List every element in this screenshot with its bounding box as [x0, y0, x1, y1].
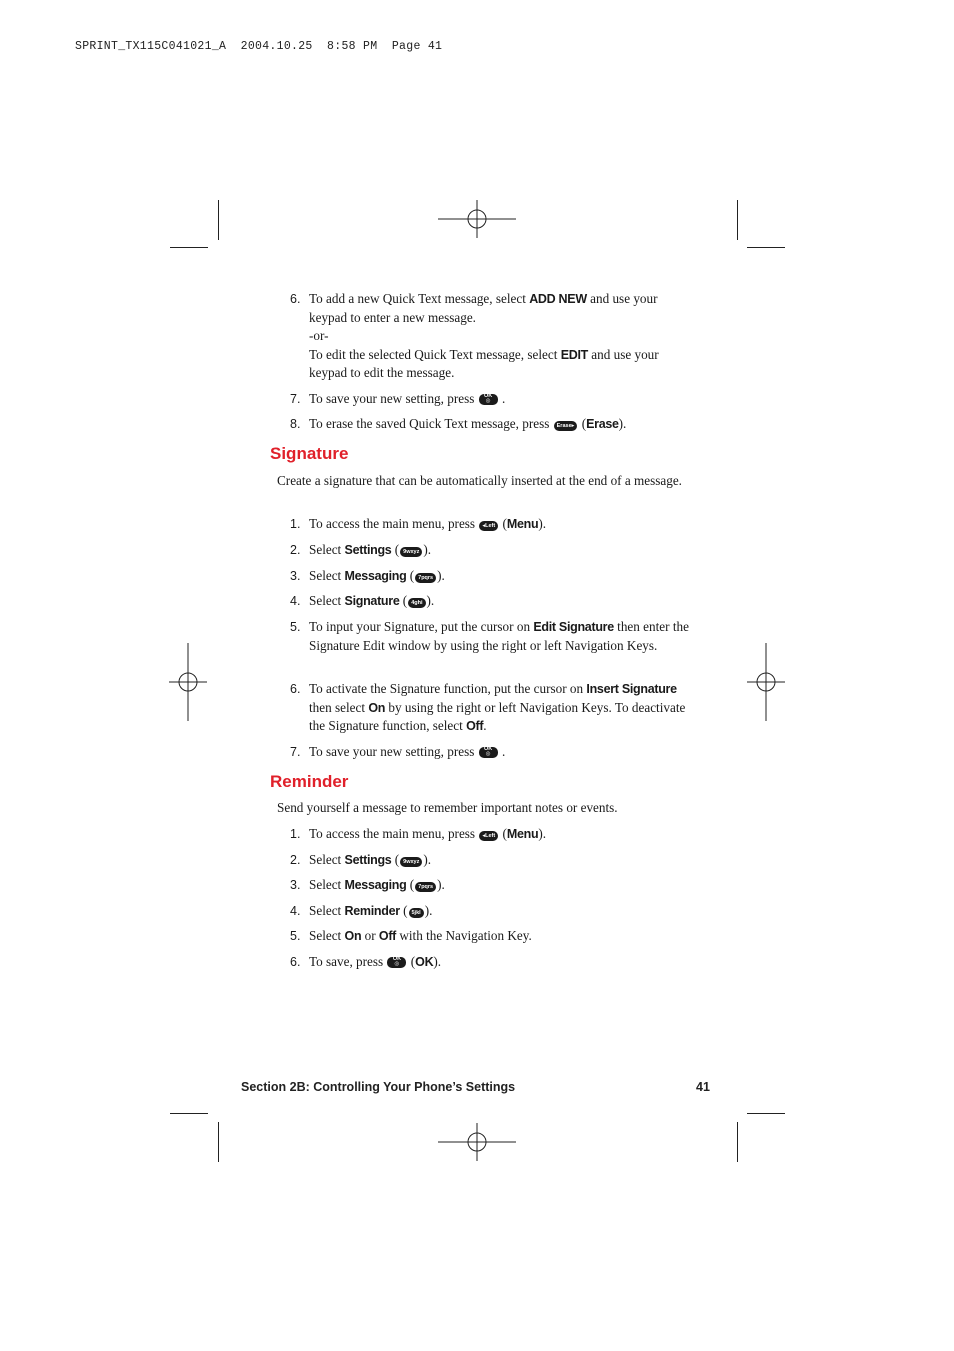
step-text: ).	[424, 903, 433, 918]
step-text: ).	[538, 516, 547, 531]
crop-mark	[218, 1122, 219, 1162]
quick-text-step-8	[290, 415, 690, 434]
step-text: ).	[423, 542, 432, 557]
on-label: On	[368, 700, 386, 715]
ok-key-icon: OK ◎	[479, 394, 498, 405]
step-text: and use your keypad to edit the message.	[309, 346, 659, 380]
signature-intro: Create a signature that can be automatically inserted at the end of a message.	[277, 473, 682, 488]
reminder-step-3	[290, 876, 690, 895]
step-text: To save, press	[309, 954, 384, 969]
ok-label: OK	[415, 955, 434, 969]
footer-section-title: Section 2B: Controlling Your Phone’s Settings	[241, 1080, 516, 1094]
step-number: 4.	[290, 594, 301, 608]
insert-signature-label: Insert Signature	[586, 682, 677, 696]
step-number: 8.	[290, 417, 301, 431]
step-number: 2.	[290, 543, 301, 557]
or-separator: -or-	[309, 328, 329, 343]
erase-label: Erase	[586, 417, 619, 431]
step-text: (	[406, 877, 415, 892]
step-text: To input your Signature, put the cursor on	[309, 619, 534, 634]
step-text: (	[391, 542, 400, 557]
reminder-intro: Send yourself a message to remember important notes or events.	[277, 800, 618, 815]
signature-step-1	[290, 515, 690, 534]
edit-label: EDIT	[560, 347, 588, 362]
step-text: (	[391, 852, 400, 867]
menu-key-icon: ◂Left	[479, 521, 498, 531]
step-number: 7.	[290, 745, 301, 759]
settings-label: Settings	[344, 853, 392, 867]
step-text: .	[483, 718, 487, 733]
key-7-icon: 7pqrs	[415, 573, 436, 583]
reminder-step-2	[290, 851, 690, 870]
quick-text-step-7	[290, 390, 690, 409]
quick-text-step-6	[290, 290, 690, 383]
step-text: Select	[309, 852, 345, 867]
step-text: Select	[309, 568, 345, 583]
crop-mark	[737, 200, 738, 240]
step-text: To access the main menu, press	[309, 826, 476, 841]
reminder-step-6	[290, 953, 690, 972]
registration-mark-icon	[438, 180, 516, 258]
step-text: To edit the selected Quick Text message, select	[309, 346, 561, 362]
page-number: 41	[696, 1080, 710, 1094]
menu-label: Menu	[506, 827, 539, 841]
key-9-icon: 9wxyz	[400, 547, 422, 557]
step-number: 1.	[290, 827, 301, 841]
registration-mark-icon	[149, 643, 227, 721]
step-text: .	[501, 744, 506, 759]
key-4-icon: 4ghi	[408, 598, 425, 608]
crop-mark	[170, 1113, 208, 1114]
step-number: 6.	[290, 955, 301, 969]
step-text: ).	[433, 954, 442, 969]
step-text: Select	[309, 542, 345, 557]
reminder-label: Reminder	[344, 904, 400, 918]
off-label: Off	[378, 929, 397, 943]
off-label: Off	[466, 719, 484, 733]
step-text: .	[501, 391, 506, 406]
step-number: 5.	[290, 929, 301, 943]
step-text: Select	[309, 593, 345, 608]
crop-mark	[170, 247, 208, 248]
step-number: 6.	[290, 682, 301, 696]
step-text: ).	[423, 852, 432, 867]
crop-mark	[218, 200, 219, 240]
menu-label: Menu	[506, 517, 539, 531]
step-text: Select	[309, 928, 345, 943]
signature-heading: Signature	[270, 444, 349, 463]
on-label: On	[344, 929, 362, 943]
signature-step-3	[290, 567, 690, 586]
signature-step-2	[290, 541, 690, 560]
ok-key-icon: OK ◎	[479, 747, 498, 758]
step-number: 7.	[290, 392, 301, 406]
step-text: To activate the Signature function, put the cursor on	[309, 681, 587, 696]
step-text: and use your keypad to enter a new message.	[309, 291, 658, 325]
menu-key-icon: ◂Left	[479, 831, 498, 841]
signature-step-5	[290, 618, 690, 655]
step-text: Select	[309, 903, 345, 918]
add-new-label: ADD NEW	[529, 292, 587, 306]
step-text: (	[399, 903, 408, 918]
step-number: 3.	[290, 569, 301, 583]
print-slug: SPRINT_TX115C041021_A 2004.10.25 8:58 PM Page 41	[75, 40, 443, 53]
reminder-step-1	[290, 825, 690, 844]
crop-mark	[747, 247, 785, 248]
step-text: To save your new setting, press	[309, 391, 475, 406]
signature-label: Signature	[344, 594, 400, 608]
messaging-label: Messaging	[344, 878, 407, 892]
step-text: then select	[309, 699, 369, 715]
step-number: 2.	[290, 853, 301, 867]
step-text: (	[399, 593, 408, 608]
step-text: with the Navigation Key.	[396, 928, 532, 943]
settings-label: Settings	[344, 543, 392, 557]
step-text: (	[581, 416, 587, 431]
signature-step-6	[290, 680, 690, 736]
step-number: 1.	[290, 517, 301, 531]
step-text: To access the main menu, press	[309, 516, 476, 531]
step-text: by using the right or left Navigation Keys. To deactivate the Signature function, select	[309, 699, 686, 733]
step-text: To add a new Quick Text message, select	[309, 291, 530, 306]
key-7-icon: 7pqrs	[415, 882, 436, 892]
ok-key-icon: OK ◎	[387, 957, 406, 968]
step-text: Select	[309, 877, 345, 892]
step-text: or	[361, 928, 379, 943]
step-text: (	[502, 516, 507, 531]
step-number: 6.	[290, 292, 301, 306]
reminder-step-4	[290, 902, 690, 921]
registration-mark-icon	[727, 643, 805, 721]
step-number: 5.	[290, 620, 301, 634]
signature-step-7	[290, 743, 690, 762]
step-text: (	[406, 568, 415, 583]
reminder-step-5	[290, 927, 690, 946]
edit-signature-label: Edit Signature	[533, 620, 614, 634]
registration-mark-icon	[438, 1103, 516, 1181]
messaging-label: Messaging	[344, 569, 407, 583]
step-text: then enter the Signature Edit window by using the right or left Navigation Keys.	[309, 619, 689, 653]
step-text: ).	[437, 568, 445, 583]
crop-mark	[747, 1113, 785, 1114]
step-text: ).	[437, 877, 445, 892]
reminder-heading: Reminder	[270, 772, 349, 791]
softkey-right-icon: Erase▸	[554, 421, 578, 431]
step-text: ).	[618, 416, 627, 431]
key-5-icon: 5jkl	[409, 908, 424, 918]
step-text: (	[502, 826, 507, 841]
crop-mark	[737, 1122, 738, 1162]
step-text: ).	[426, 593, 435, 608]
step-text: ).	[538, 826, 547, 841]
signature-step-4	[290, 592, 690, 611]
step-number: 4.	[290, 904, 301, 918]
step-text: (	[410, 954, 416, 969]
key-9-icon: 9wxyz	[400, 857, 422, 867]
step-text: To save your new setting, press	[309, 744, 475, 759]
step-number: 3.	[290, 878, 301, 892]
step-text: To erase the saved Quick Text message, press	[309, 416, 550, 431]
